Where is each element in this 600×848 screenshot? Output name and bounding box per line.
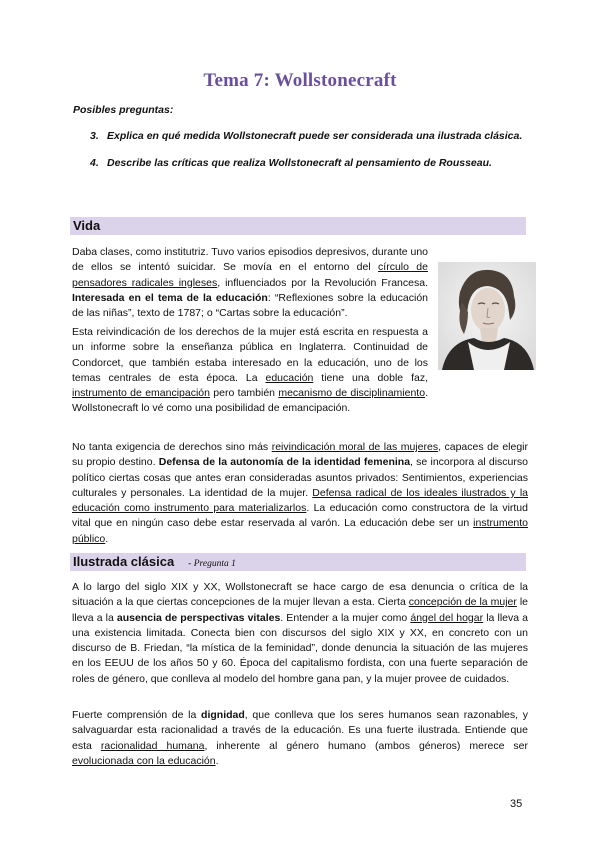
questions-list [90, 128, 528, 182]
page-number: 35 [510, 798, 523, 810]
underlined-text: instrumento público [72, 517, 528, 545]
vida-paragraph-3 [72, 440, 528, 547]
bold-text: Interesada en el tema de la educación [72, 291, 268, 304]
text-run: , se incorpora al discurso político ciertas cosas que antes eran consideradas asuntos privados: Sentimientos, experiencias culturales y personales. La identidad de la mujer. [72, 456, 528, 499]
question-item [90, 155, 528, 171]
underlined-text: mecanismo de disciplinamiento [278, 387, 426, 400]
text-run: . La educación como constructora de la virtud vital que en ningún caso debe estar reservada al varón. La educación debe ser un [72, 502, 528, 530]
question-text: Explica en qué medida Wollstonecraft puede ser considerada una ilustrada clásica. [107, 130, 523, 142]
ilustrada-paragraph-1 [72, 580, 528, 687]
text-run: . [105, 532, 109, 545]
text-run: . Entender a la mujer como [280, 611, 411, 624]
question-text: Describe las críticas que realiza Wollstonecraft al pensamiento de Rousseau. [107, 157, 492, 169]
underlined-text: educación [265, 371, 314, 384]
portrait-image [438, 262, 536, 370]
text-run: le lleva a la [72, 596, 528, 624]
section-heading-text: Vida [73, 218, 101, 233]
text-run: , influenciados por la Revolución Francesa. [217, 276, 428, 289]
underlined-text: reivindicación moral de las mujeres [271, 441, 439, 453]
underlined-text: Defensa radical de los ideales ilustrados y la educación como instrumento para materializarlos [72, 486, 528, 515]
vida-paragraph-2 [72, 325, 428, 417]
underlined-text: instrumento de emancipación [72, 387, 210, 400]
text-run: Esta reivindicación de los derechos de la mujer está escrita en respuesta a un informe sobre la enseñanza pública en Inglaterra. Continuidad de Condorcet, que también estaba interesado en la educación, uno de los temas centrales de esta época. La [72, 326, 428, 384]
ilustrada-paragraph-2 [72, 708, 528, 769]
page-title: Tema 7: Wollstonecraft [203, 70, 397, 91]
question-number: 3. [90, 130, 99, 142]
bold-text: Defensa de la autonomía de la identidad femenina [158, 456, 411, 469]
text-run: la lleva a una existencia limitada. Conecta bien con discursos del siglo XIX y XX, en concreto con un discurso de B. Friedan, “la mística de la feminidad”, donde denuncia la situación de las mujeres en los EEUU de los años 50 y 60. Época del capitalismo fordista, con una fuerte separación de roles de género, que conlleva al modelo del hombre gana pan, y la mujer provee de cuidados. [72, 611, 529, 685]
text-run: , inherente al género humano (ambos géneros) merece ser [204, 739, 529, 752]
text-run: : “Reflexiones sobre la educación de las niñas”, texto de 1787; o “Cartas sobre la educación”. [72, 291, 428, 320]
text-run: tiene una doble faz, [313, 371, 428, 384]
questions-heading: Posibles preguntas: [73, 104, 174, 116]
underlined-text: ángel del hogar [410, 611, 484, 624]
section-heading-text: Ilustrada clásica [73, 554, 175, 569]
text-run: Daba clases, como institutriz. Tuvo varios episodios depresivos, durante uno de ellos se intentó suicidar. Se movía en el entorno del [72, 246, 429, 274]
wollstonecraft-portrait [438, 262, 536, 370]
vida-paragraph-1 [72, 245, 428, 321]
text-run: No tanta exigencia de derechos sino más [72, 441, 272, 453]
text-run: , que conlleva que los seres humanos sean razonables, y salvaguardar esta racionalidad a través de la educación. Es una fuerte ilustrada. Entiende que esta [72, 709, 528, 752]
underlined-text: concepción de la mujer [408, 596, 517, 609]
section-heading-ilustrada [70, 553, 526, 571]
text-run: pero también [209, 387, 279, 400]
underlined-text: racionalidad humana [100, 739, 205, 752]
underlined-text: evolucionada con la educación [72, 754, 216, 767]
underlined-text: círculo de pensadores radicales ingleses [72, 261, 428, 289]
text-run: , capaces de elegir su propio destino. [72, 441, 528, 469]
text-run: Fuerte comprensión de la [72, 709, 202, 721]
bold-text: ausencia de perspectivas vitales [116, 611, 281, 624]
section-heading-vida [70, 217, 526, 235]
question-number: 4. [90, 157, 99, 169]
question-item [90, 128, 528, 144]
text-run: . Wollstonecraft lo vé como una posibilidad de emancipación. [72, 387, 428, 415]
text-run: . [215, 754, 219, 767]
question-tag: - Pregunta 1 [188, 559, 236, 569]
bold-text: dignidad [201, 709, 245, 721]
text-run: A lo largo del siglo XIX y XX, Wollstonecraft se hace cargo de esa denuncia o crítica de la situación a la que ciertas concepciones de la mujer llevan a esta. Cierta [72, 581, 528, 609]
